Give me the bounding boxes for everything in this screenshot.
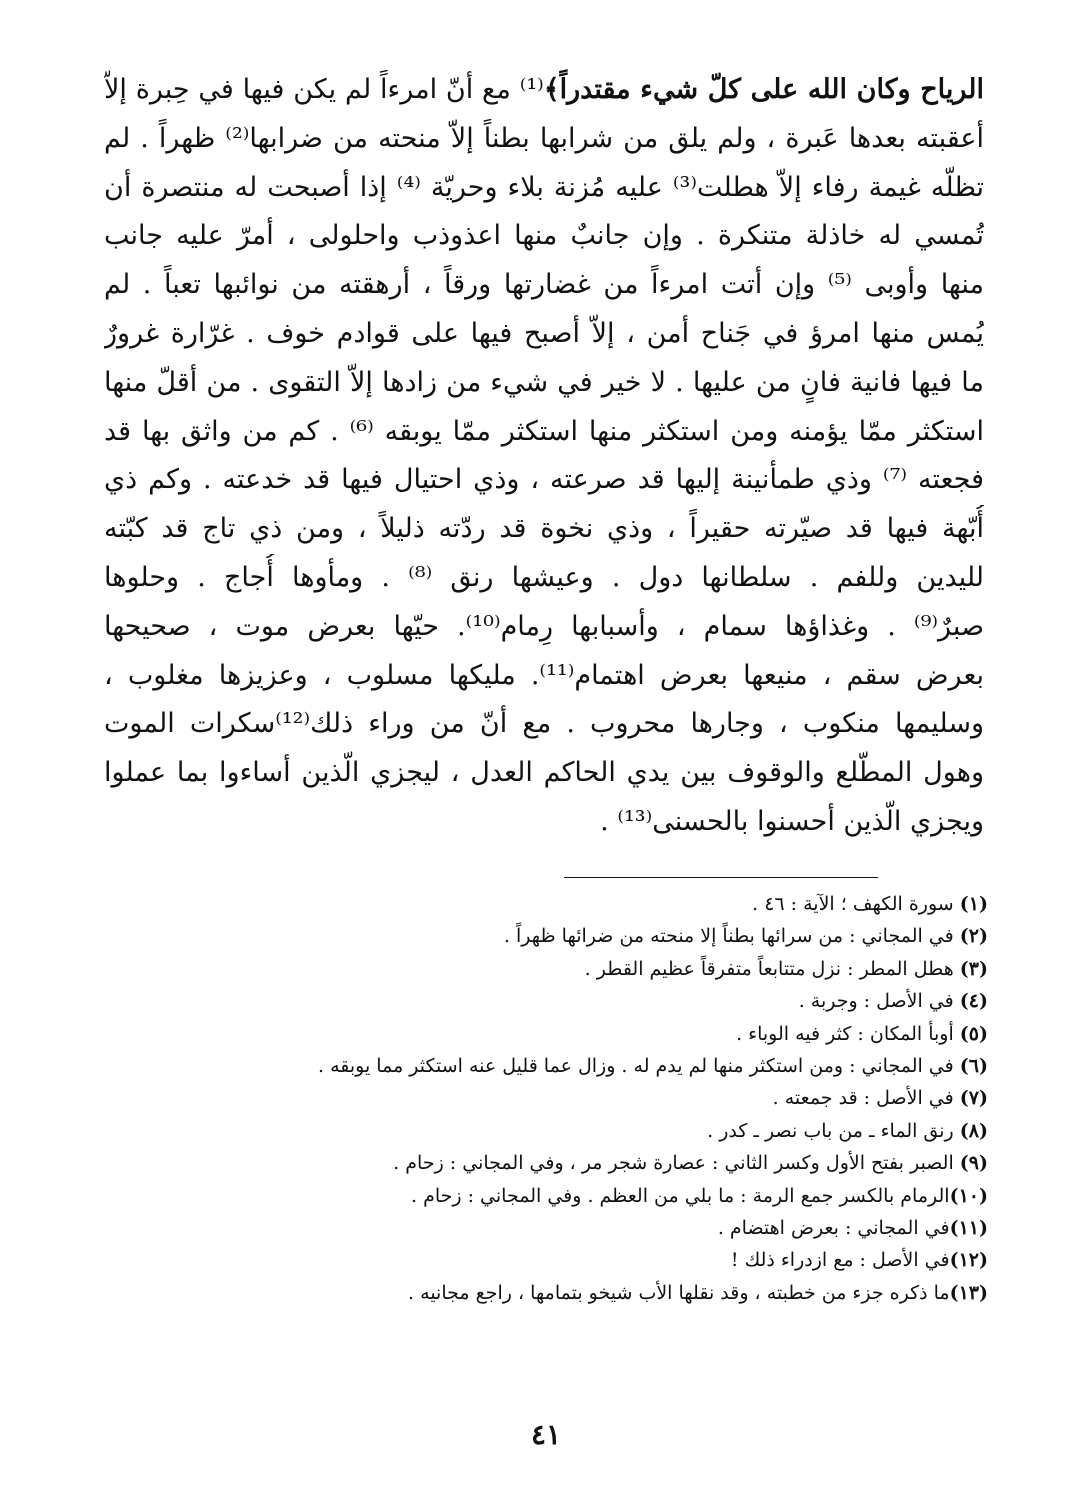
footnote-number: (٧) [959, 1087, 988, 1110]
main-text-line: منها وأوبى ⁽⁵⁾ وإن أتت امرءاً من غضارتها ورقاً ، أرهقته من نوائبها تعباً . لم [104, 269, 984, 301]
footnote-item [88, 1115, 988, 1147]
footnote-item [88, 920, 988, 952]
footnote-text: في المجاني : من سرائها بطناً إلا منحته من ضرائها ظهراً . [503, 925, 954, 948]
footnote-number: (٩) [959, 1152, 988, 1175]
footnote-text: الصبر بفتح الأول وكسر الثاني : عصارة شجر مر ، وفي المجاني : زحام . [393, 1152, 954, 1175]
footnote-number: (٤) [959, 990, 988, 1013]
footnote-text: في الأصل : مع ازدراء ذلك ! [730, 1249, 950, 1272]
footnotes-list [88, 888, 988, 1309]
footnote-text: رنق الماء ـ من باب نصر ـ كدر . [707, 1119, 954, 1142]
footnote-text: سورة الكهف ؛ الآية : ٤٦ . [752, 893, 954, 915]
footnote-text: هطل المطر : نزل متتابعاً متفرقاً عظيم القطر . [584, 957, 954, 980]
footnote-item [88, 1277, 988, 1309]
footnote-item [88, 1082, 988, 1114]
footnote-separator [564, 877, 878, 878]
footnote-text: في الأصل : قد جمعته . [772, 1087, 954, 1110]
footnote-number: (١٢) [949, 1249, 988, 1272]
footnote-item [88, 985, 988, 1017]
main-text-line: ما فيها فانية فانٍ من عليها . لا خير في شيء من زادها إلاّ التقوى . من أقلّ منها [104, 366, 984, 398]
page-number: ٤١ [530, 1418, 562, 1451]
main-text-line: يُمس منها امرؤ في جَناح أمن ، إلاّ أصبح فيها على قوادم خوف . غرّارة غرورٌ [104, 317, 984, 349]
main-text-line: لليدين وللفم . سلطانها دول . وعيشها رنق ⁽⁸⁾ . ومأوها أُجاج . وحلوها [104, 561, 984, 593]
main-text-line: تُمسي له خاذلة متنكرة . وإن جانبٌ منها اعذوذب واحلولى ، أمرّ عليه جانب [104, 220, 984, 252]
footnote-text: الرمام بالكسر جمع الرمة : ما بلي من العظم . وفي المجاني : زحام . [411, 1184, 950, 1207]
footnote-number: (٥) [959, 1022, 988, 1045]
main-text-line: أُبّهة فيها قد صيّرته حقيراً ، وذي نخوة قد ردّته ذليلاً ، ومن ذي تاج قد كبّته [104, 513, 984, 545]
main-text-line: وسليمها منكوب ، وجارها محروب . مع أنّ من وراء ذلك⁽¹²⁾سكرات الموت [104, 708, 984, 740]
footnote-item [88, 888, 988, 920]
main-text-line: ويجزي الّذين أحسنوا بالحسنى⁽¹³⁾ . [600, 805, 984, 837]
footnote-item [88, 1018, 988, 1050]
footnote-number: (١٠) [949, 1184, 988, 1207]
footnote-number: (١١) [949, 1216, 988, 1239]
main-text-line: بعرض سقم ، منيعها بعرض اهتمام⁽¹¹⁾. مليكها مسلوب ، وعزيزها مغلوب ، [104, 659, 984, 691]
footnote-item [88, 953, 988, 985]
footnote-item [88, 1180, 988, 1212]
main-text-line: وهول المطّلع والوقوف بين يدي الحاكم العدل ، ليجزي الّذين أساءوا بما عملوا [104, 757, 984, 789]
main-text-block [104, 66, 984, 847]
footnote-text: في الأصل : وجربة . [798, 990, 954, 1013]
main-text-line: أعقبته بعدها عَبرة ، ولم يلق من شرابها بطناً إلاّ منحته من ضرابها⁽²⁾ ظهراً . لم [104, 122, 984, 154]
footnote-text: في المجاني : بعرض اهتضام . [717, 1216, 950, 1239]
main-text-line: تظلّه غيمة رفاء إلاّ هطلت⁽³⁾ عليه مُزنة بلاء وحريّة ⁽⁴⁾ إذا أصبحت له منتصرة أن [104, 171, 984, 203]
footnote-item [88, 1244, 988, 1276]
footnote-item [88, 1147, 988, 1179]
quran-quote-bold: الرياح وكان الله على كلّ شيء مقتدراً﴾ [543, 74, 984, 105]
footnote-number: (١) [959, 893, 988, 915]
footnote-number: (٦) [959, 1054, 988, 1077]
footnote-number: (٢) [959, 925, 988, 948]
footnote-number: (٨) [959, 1119, 988, 1142]
footnote-number: (٣) [959, 957, 988, 980]
footnote-item [88, 1212, 988, 1244]
footnote-number: (١٣) [949, 1281, 988, 1304]
main-text-line: فجعته ⁽⁷⁾ وذي طمأنينة إليها قد صرعته ، وذي احتيال فيها قد خدعته . وكم ذي [104, 464, 984, 496]
main-text-line: صبرٌ⁽⁹⁾ . وغذاؤها سمام ، وأسبابها رِمام⁽¹⁰⁾. حيّها بعرض موت ، صحيحها [104, 610, 984, 642]
main-text-line: الرياح وكان الله على كلّ شيء مقتدراً﴾⁽¹⁾ مع أنّ امرءاً لم يكن فيها في حِبرة إلاّ [104, 74, 984, 105]
main-text-line: استكثر ممّا يؤمنه ومن استكثر منها استكثر ممّا يوبقه ⁽⁶⁾ . كم من واثق بها قد [104, 415, 984, 447]
footnote-text: أوبأ المكان : كثر فيه الوباء . [736, 1022, 954, 1045]
footnote-text: في المجاني : ومن استكثر منها لم يدم له . وزال عما قليل عنه استكثر مما يوبقه . [318, 1054, 954, 1077]
footnote-item [88, 1050, 988, 1082]
footnote-text: ما ذكره جزء من خطبته ، وقد نقلها الأب شيخو بتمامها ، راجع مجانيه . [408, 1281, 950, 1304]
